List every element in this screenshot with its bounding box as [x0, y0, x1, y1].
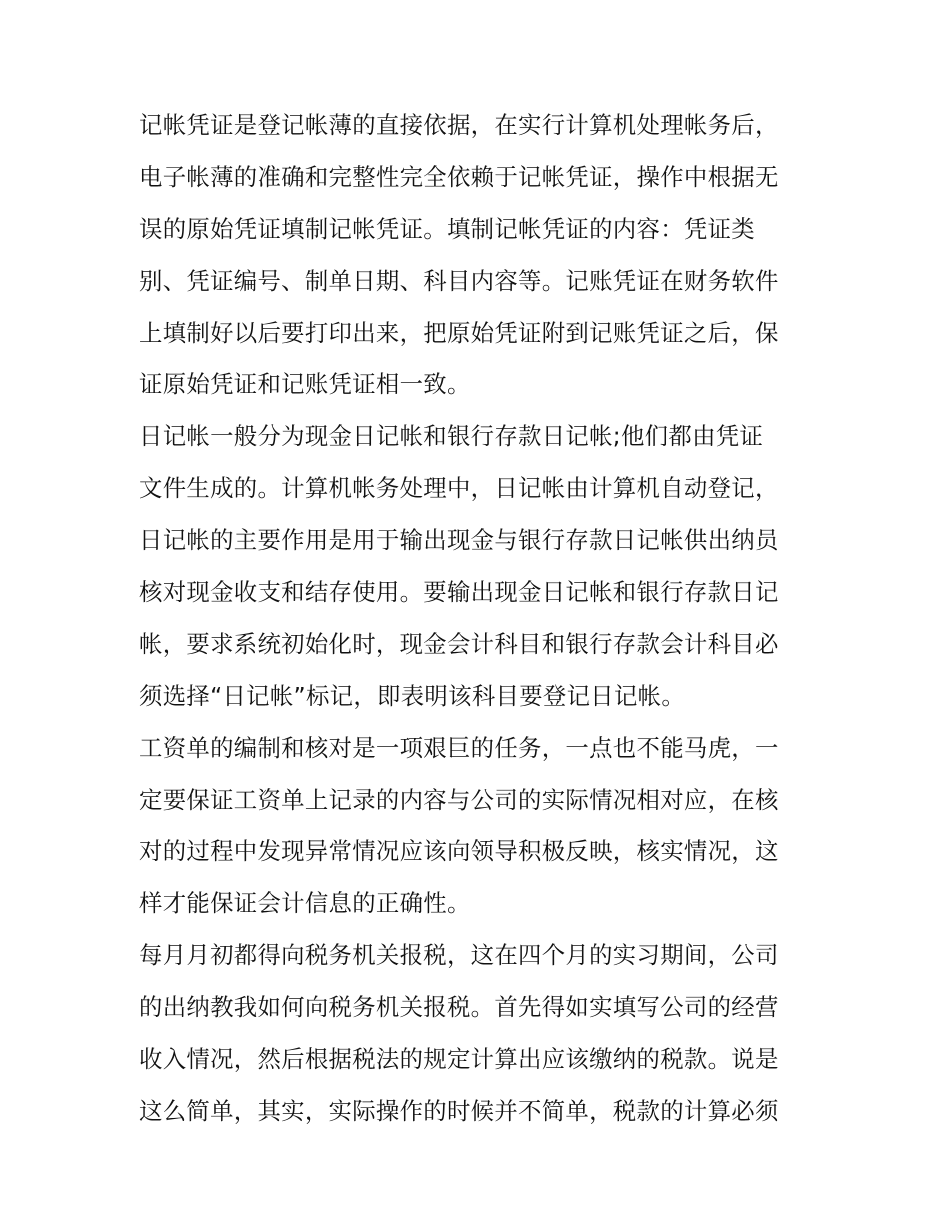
document-body: [139, 100, 819, 1138]
text-line: 记帐凭证是登记帐薄的直接依据，在实行计算机处理帐务后，: [139, 111, 779, 139]
text-line: 文件生成的。计算机帐务处理中，日记帐由计算机自动登记，: [139, 474, 779, 503]
text-line: 工资单的编制和核对是一项艰巨的任务，一点也不能马虎，一: [139, 733, 779, 762]
text-line: 上填制好以后要打印出来，把原始凭证附到记账凭证之后，保: [139, 318, 779, 347]
text-line: 每月月初都得向税务机关报税，这在四个月的实习期间，公司: [139, 941, 779, 970]
text-line: 须选择“日记帐”标记，即表明该科目要登记日记帐。: [139, 681, 686, 710]
text-line: 收入情况，然后根据税法的规定计算出应该缴纳的税款。说是: [139, 1045, 779, 1074]
text-line: 帐，要求系统初始化时，现金会计科目和银行存款会计科目必: [139, 629, 779, 658]
text-line: 电子帐薄的准确和完整性完全依赖于记帐凭证，操作中根据无: [139, 162, 779, 191]
text-line: 日记帐一般分为现金日记帐和银行存款日记帐;他们都由凭证: [139, 422, 764, 451]
text-line: 别、凭证编号、制单日期、科目内容等。记账凭证在财务软件: [139, 266, 779, 295]
text-line: 误的原始凭证填制记帐凭证。填制记帐凭证的内容：凭证类: [139, 214, 755, 243]
text-line: 样才能保证会计信息的正确性。: [139, 889, 471, 918]
text-line: 日记帐的主要作用是用于输出现金与银行存款日记帐供出纳员: [139, 526, 779, 555]
text-line: 的出纳教我如何向税务机关报税。首先得如实填写公司的经营: [139, 993, 779, 1022]
text-line: 证原始凭证和记账凭证相一致。: [139, 370, 471, 399]
text-line: 对的过程中发现异常情况应该向领导积极反映，核实情况，这: [139, 837, 779, 866]
text-line: 核对现金收支和结存使用。要输出现金日记帐和银行存款日记: [139, 578, 779, 607]
text-line: 这么简单，其实，实际操作的时候并不简单，税款的计算必须: [139, 1096, 779, 1125]
text-line: 定要保证工资单上记录的内容与公司的实际情况相对应，在核: [139, 785, 779, 814]
